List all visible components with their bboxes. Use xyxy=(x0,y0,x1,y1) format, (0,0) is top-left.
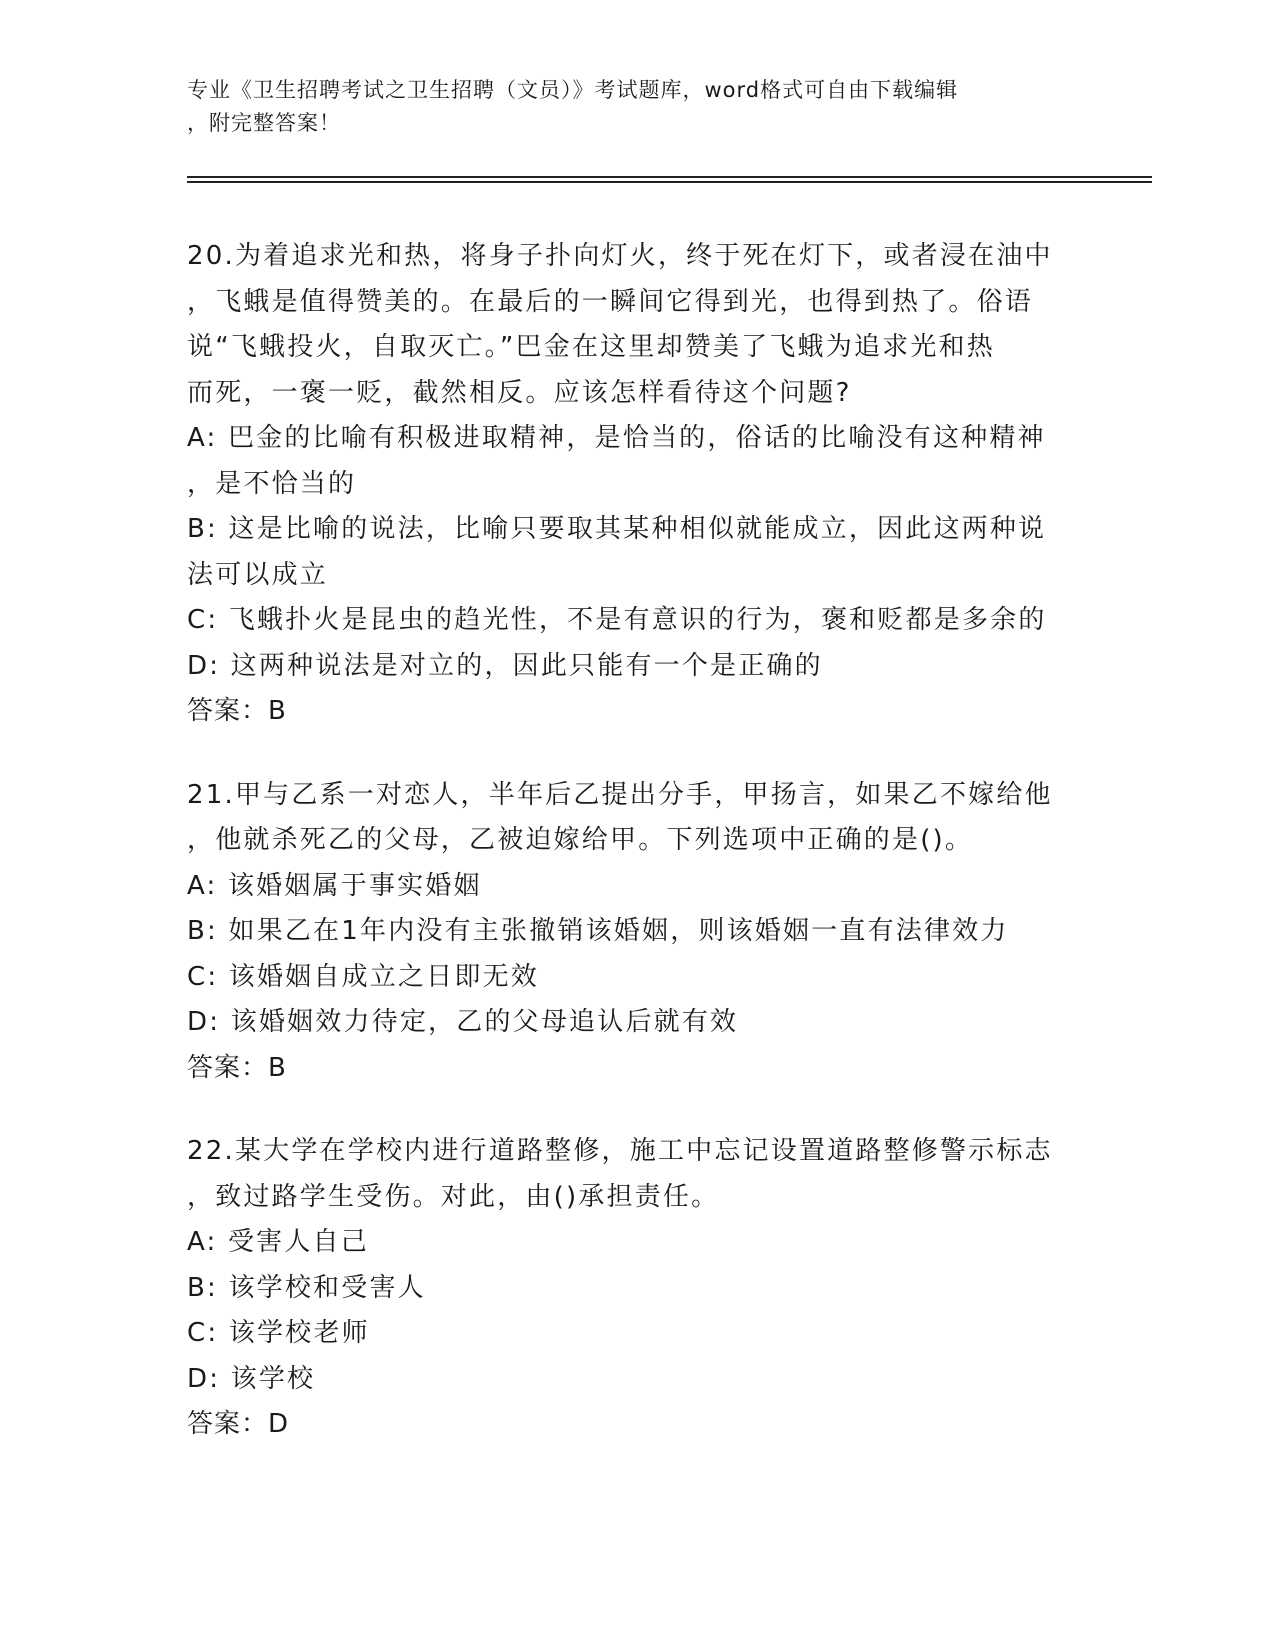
question-20 xyxy=(187,234,1087,735)
question-22 xyxy=(187,1129,1087,1448)
answer-label: 答案：B xyxy=(187,1052,287,1083)
option-b: B: 该学校和受害人 xyxy=(187,1272,426,1303)
option-c: C: 该婚姻自成立之日即无效 xyxy=(187,961,539,992)
question-stem-line: 22.某大学在学校内进行道路整修，施工中忘记设置道路整修警示标志 xyxy=(187,1136,1053,1166)
option-a: A: 受害人自己 xyxy=(187,1227,369,1257)
header-line-1: 专业《卫生招聘考试之卫生招聘（文员）》考试题库，word格式可自由下载编辑 xyxy=(187,78,959,102)
option-a-continued: ，是不恰当的 xyxy=(187,468,357,499)
header-divider-top xyxy=(187,176,1152,178)
option-a: A: 巴金的比喻有积极进取精神，是恰当的，俗话的比喻没有这种精神 xyxy=(187,423,1046,453)
question-stem-line: 20.为着追求光和热，将身子扑向灯火，终于死在灯下，或者浸在油中 xyxy=(187,241,1053,271)
question-stem-line: ，他就杀死乙的父母，乙被迫嫁给甲。下列选项中正确的是()。 xyxy=(187,825,974,855)
question-stem-line: ，飞蛾是值得赞美的。在最后的一瞬间它得到光，也得到热了。俗语 xyxy=(187,286,1034,317)
question-stem-line: 说“飞蛾投火，自取灭亡。”巴金在这里却赞美了飞蛾为追求光和热 xyxy=(187,332,995,362)
header-divider-bottom xyxy=(187,181,1152,183)
option-b-continued: 法可以成立 xyxy=(187,559,329,590)
option-d: D: 该学校 xyxy=(187,1363,316,1394)
question-21 xyxy=(187,773,1087,1092)
answer-label: 答案：B xyxy=(187,696,287,726)
option-c: C: 该学校老师 xyxy=(187,1318,370,1348)
question-stem-line: 而死，一褒一贬，截然相反。应该怎样看待这个问题? xyxy=(187,377,852,408)
option-b: B: 这是比喻的说法，比喻只要取其某种相似就能成立，因此这两种说 xyxy=(187,514,1047,544)
option-a: A: 该婚姻属于事实婚姻 xyxy=(187,870,482,901)
question-stem-line: ，致过路学生受伤。对此，由()承担责任。 xyxy=(187,1181,720,1212)
answer-label: 答案：D xyxy=(187,1409,290,1439)
option-d: D: 该婚姻效力待定，乙的父母追认后就有效 xyxy=(187,1007,739,1037)
question-list xyxy=(187,234,1087,1486)
option-d: D: 这两种说法是对立的，因此只能有一个是正确的 xyxy=(187,650,823,681)
document-header xyxy=(187,74,1067,140)
option-c: C: 飞蛾扑火是昆虫的趋光性，不是有意识的行为，褒和贬都是多余的 xyxy=(187,605,1047,635)
option-b: B: 如果乙在1年内没有主张撤销该婚姻，则该婚姻一直有法律效力 xyxy=(187,916,1009,946)
header-line-2: ，附完整答案！ xyxy=(187,111,341,135)
question-stem-line: 21.甲与乙系一对恋人，半年后乙提出分手，甲扬言，如果乙不嫁给他 xyxy=(187,779,1053,810)
